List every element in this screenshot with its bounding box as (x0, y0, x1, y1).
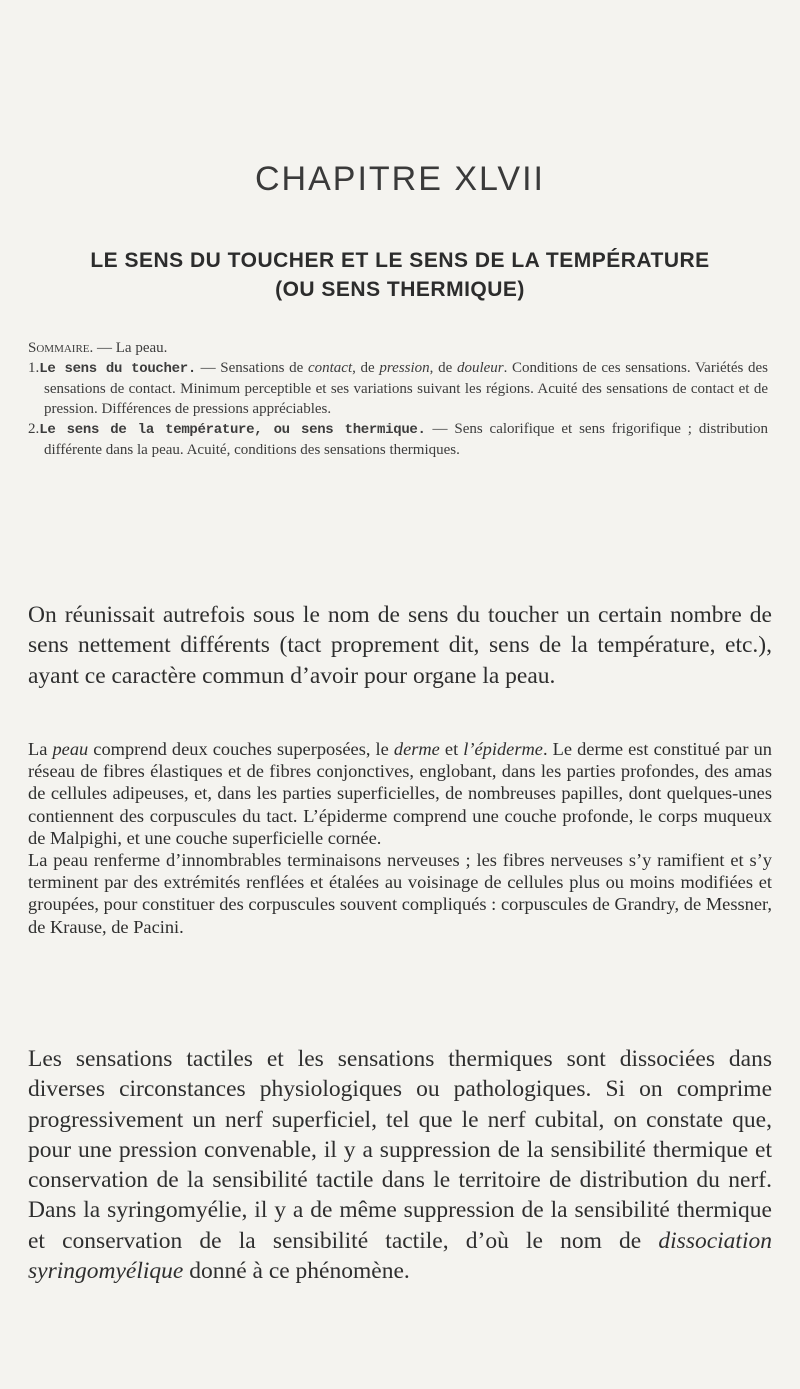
summary-item-text: , de (429, 360, 457, 376)
chapter-title-line-1: LE SENS DU TOUCHER ET LE SENS DE LA TEMPÉRATURE (90, 249, 710, 272)
summary-item-text: , de (352, 360, 380, 376)
summary-item-italic: contact (307, 360, 353, 376)
paragraph-skin-structure (28, 738, 772, 849)
summary-item-1 (28, 358, 768, 419)
text-run: La (28, 739, 53, 759)
italic-term: peau (52, 739, 89, 759)
italic-term: derme (393, 739, 440, 759)
summary-item-italic: douleur (456, 360, 504, 376)
paragraph-dissociation (28, 1044, 772, 1286)
summary-heading (28, 338, 768, 358)
chapter-summary (28, 338, 768, 460)
paragraph-skin (28, 738, 772, 938)
text-run: comprend deux couches superposées, le (88, 739, 394, 759)
chapter-title-line-2: (OU SENS THERMIQUE) (275, 278, 525, 301)
paragraph-nerve-endings: La peau renferme d’innombrables terminaisons nerveuses ; les fibres nerveuses s’y ramifient et s’y terminent par des extrémités renflées et étalées au voisinage de cellules plus ou moins modifiées et groupées, pour constituer des corpuscules souvent compliqués : corpuscules de Grandry, de Messner, de Krause, de Pacini. (28, 850, 772, 937)
text-run: . Le derme est constitué par un réseau de fibres élastiques et de fibres conjonctives, englobant, dans les parties profondes, des amas de cellules adipeuses, et, dans les parties superficielles, de nombreuses papilles, dont quelques-unes contiennent des corpuscules du tact. L’épiderme comprend une couche profonde, le corps muqueux de Malpighi, et une couche superficielle cornée. (28, 739, 773, 848)
chapter-number: CHAPITRE XLVII (255, 160, 545, 198)
summary-label: Sommaire. (28, 340, 94, 356)
paragraph-text (28, 1044, 772, 1286)
summary-item-text: — Sensations de (195, 360, 308, 376)
italic-term: dissociation syringomyélique (28, 1227, 772, 1285)
summary-item-2 (28, 419, 768, 460)
summary-item-text: — Sens calorifique et sens frigorifique ; distribution différente dans la peau. Acuité, conditions des sensations thermiques. (44, 421, 768, 458)
summary-label-rest: — La peau. (93, 340, 168, 356)
summary-item-number: 1. (28, 360, 40, 376)
summary-item-text: . Conditions de ces sensations. Variétés des sensations de contact. Minimum perceptible et ses variations suivant les régions. Acuité des sensations de contact et de pression. Différences de pressions appréciables. (44, 360, 768, 417)
summary-item-lead: Le sens du toucher. (39, 361, 196, 377)
summary-item-number: 2. (28, 421, 40, 437)
paragraph-text: On réunissait autrefois sous le nom de sens du toucher un certain nombre de sens nettement différents (tact proprement dit, sens de la température, etc.), ayant ce caractère commun d’avoir pour organe la peau. (28, 602, 772, 689)
paragraph-intro (28, 600, 772, 691)
text-run: donné à ce phénomène. (183, 1258, 410, 1285)
text-run: Les sensations tactiles et les sensations thermiques sont dissociées dans diverses circonstances physiologiques ou pathologiques. Si on comprime progressivement un nerf superficiel, tel que le nerf cubital, on constate que, pour une pression convenable, il y a suppression de la sensibilité thermique et conservation de la sensibilité tactile dans le territoire de distribution du nerf. Dans la syringomyélie, il y a de même suppression de la sensibilité thermique et conservation de la sensibilité tactile, d’où le nom de (28, 1046, 772, 1254)
chapter-title (0, 246, 800, 304)
summary-item-italic: pression (379, 360, 430, 376)
summary-item-lead: Le sens de la température, ou sens thermique. (39, 422, 426, 438)
text-run: et (439, 739, 464, 759)
italic-term: l’épiderme (463, 739, 543, 759)
